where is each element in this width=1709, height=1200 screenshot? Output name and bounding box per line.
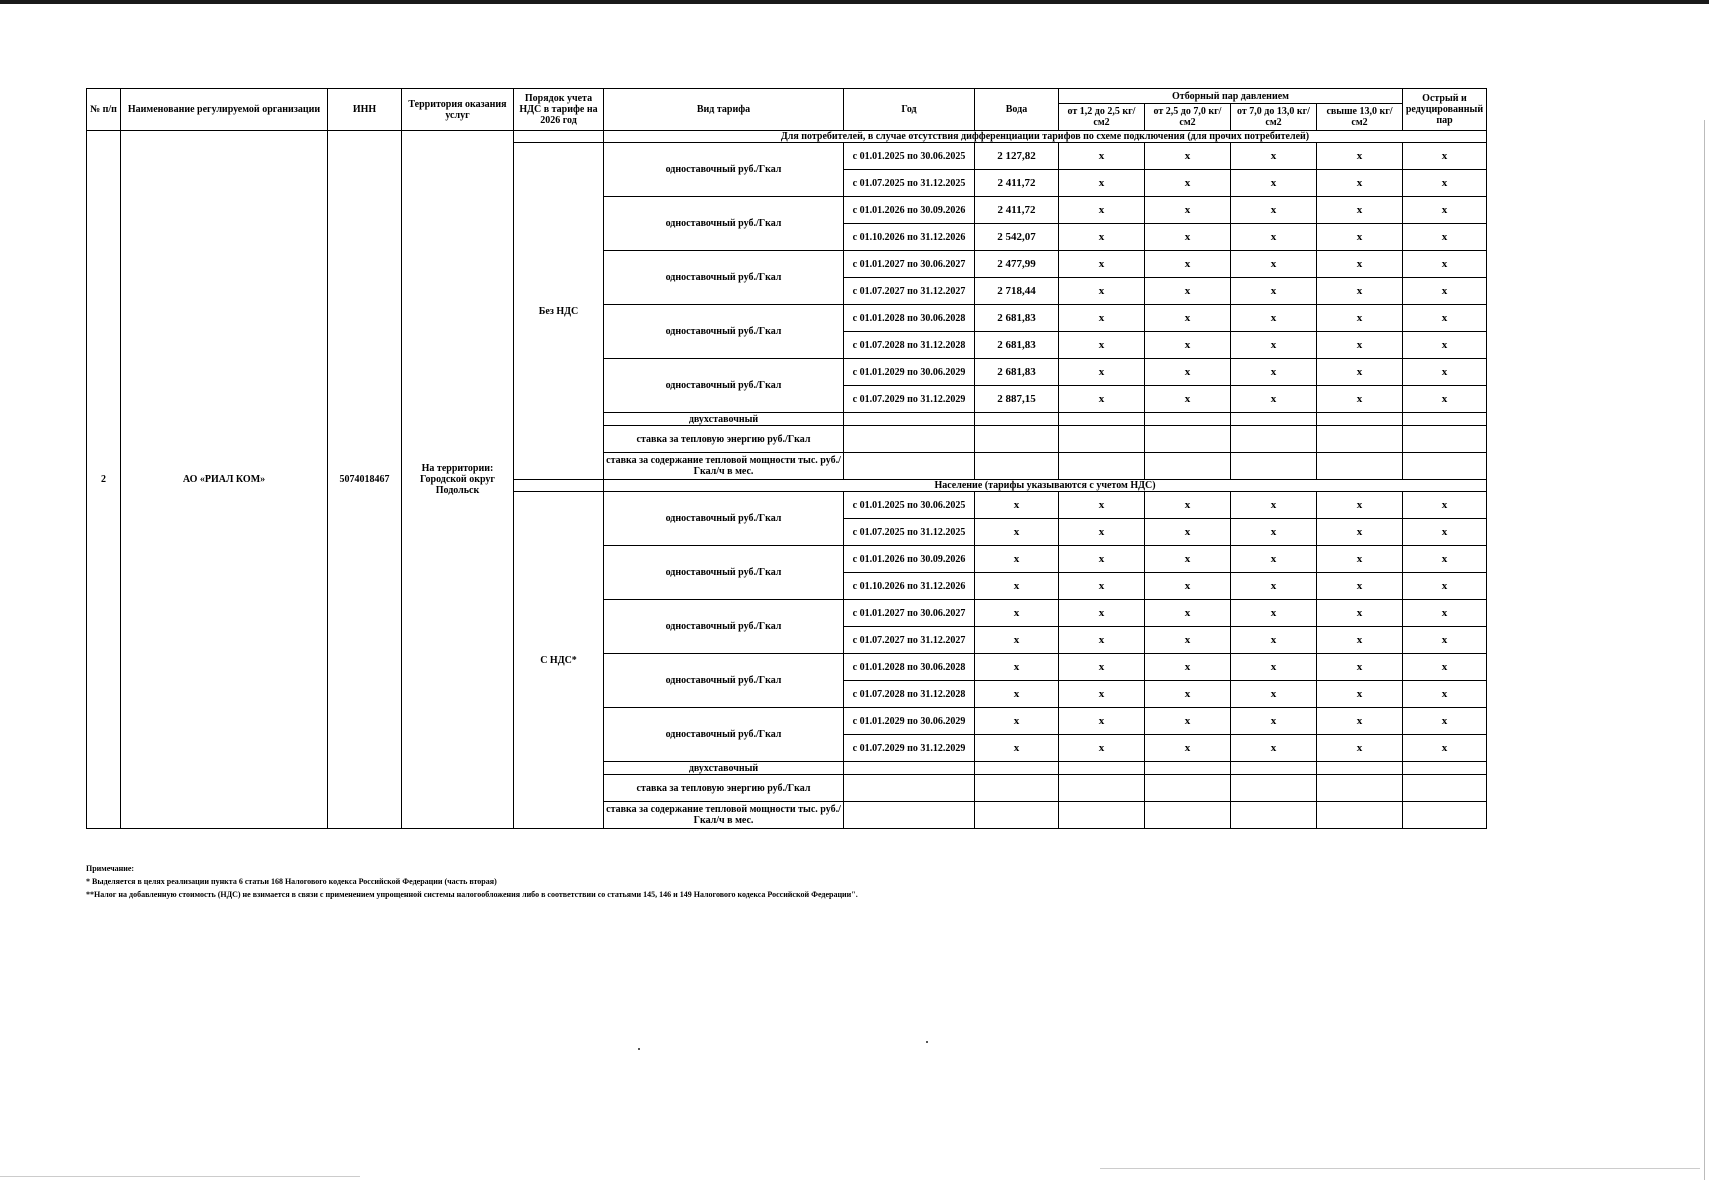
period-cell: с 01.07.2027 по 31.12.2027 [844, 278, 975, 305]
period-cell: с 01.07.2029 по 31.12.2029 [844, 735, 975, 762]
empty-cell [1317, 802, 1403, 829]
empty-cell [975, 775, 1059, 802]
period-cell: с 01.01.2025 по 30.06.2025 [844, 492, 975, 519]
tariff-table [86, 88, 1487, 829]
empty-cell [1317, 775, 1403, 802]
energy-rate-cell: ставка за тепловую энергию руб./Гкал [604, 426, 844, 453]
x-mark: x [1231, 359, 1317, 386]
col-vat-header: Порядок учета НДС в тарифе на 2026 год [514, 89, 604, 131]
period-cell: с 01.07.2028 по 31.12.2028 [844, 681, 975, 708]
water-value-cell: 2 681,83 [975, 359, 1059, 386]
org-territory-cell: На территории: Городской округ Подольск [402, 131, 514, 829]
empty-cell [1231, 802, 1317, 829]
empty-cell [1145, 413, 1231, 426]
x-mark: x [1231, 251, 1317, 278]
empty-cell [1145, 762, 1231, 775]
x-mark: x [1317, 170, 1403, 197]
x-mark: x [1403, 305, 1487, 332]
x-mark: x [1403, 546, 1487, 573]
empty-cell [1317, 762, 1403, 775]
water-value-cell: x [975, 492, 1059, 519]
empty-cell [844, 426, 975, 453]
x-mark: x [1317, 305, 1403, 332]
x-mark: x [1059, 332, 1145, 359]
x-mark: x [1317, 546, 1403, 573]
period-cell: с 01.07.2028 по 31.12.2028 [844, 332, 975, 359]
empty-cell [1403, 802, 1487, 829]
x-mark: x [1145, 170, 1231, 197]
col-water-header: Вода [975, 89, 1059, 131]
org-name-cell: АО «РИАЛ КОМ» [121, 131, 328, 829]
x-mark: x [1059, 386, 1145, 413]
x-mark: x [1145, 546, 1231, 573]
empty-cell [1231, 413, 1317, 426]
x-mark: x [1317, 654, 1403, 681]
empty-cell [1403, 762, 1487, 775]
x-mark: x [1145, 735, 1231, 762]
x-mark: x [1231, 708, 1317, 735]
x-mark: x [1145, 224, 1231, 251]
water-value-cell: x [975, 681, 1059, 708]
empty-cell [1403, 775, 1487, 802]
x-mark: x [1231, 492, 1317, 519]
x-mark: x [1059, 251, 1145, 278]
x-mark: x [1059, 492, 1145, 519]
x-mark: x [1145, 197, 1231, 224]
col-sharp-steam-header: Острый и редуцированный пар [1403, 89, 1487, 131]
x-mark: x [1231, 654, 1317, 681]
vat-order-cell: С НДС* [514, 492, 604, 829]
x-mark: x [1403, 627, 1487, 654]
x-mark: x [1145, 251, 1231, 278]
x-mark: x [1403, 492, 1487, 519]
x-mark: x [1059, 708, 1145, 735]
empty-cell [844, 775, 975, 802]
empty-cell [1145, 802, 1231, 829]
scan-artifact-line [0, 1176, 360, 1177]
empty-cell [975, 426, 1059, 453]
tariff-type-cell: одноставочный руб./Гкал [604, 359, 844, 413]
water-value-cell: 2 411,72 [975, 197, 1059, 224]
tariff-type-cell: одноставочный руб./Гкал [604, 708, 844, 762]
col-num-header: № п/п [87, 89, 121, 131]
water-value-cell: x [975, 546, 1059, 573]
empty-cell [1059, 762, 1145, 775]
period-cell: с 01.01.2029 по 30.06.2029 [844, 708, 975, 735]
x-mark: x [1317, 359, 1403, 386]
scan-right-edge [1704, 120, 1705, 1180]
scan-speck [638, 1048, 640, 1050]
x-mark: x [1403, 359, 1487, 386]
notes-title: Примечание: [86, 864, 135, 873]
water-value-cell: 2 411,72 [975, 170, 1059, 197]
x-mark: x [1317, 681, 1403, 708]
empty-cell [1317, 413, 1403, 426]
x-mark: x [1403, 654, 1487, 681]
two-part-tariff-cell: двухставочный [604, 413, 844, 426]
x-mark: x [1403, 386, 1487, 413]
x-mark: x [1231, 278, 1317, 305]
water-value-cell: x [975, 600, 1059, 627]
x-mark: x [1059, 224, 1145, 251]
table-body [87, 131, 1487, 829]
x-mark: x [1403, 143, 1487, 170]
section-vat-blank [514, 131, 604, 143]
x-mark: x [1231, 332, 1317, 359]
x-mark: x [1145, 681, 1231, 708]
col-steam-4-header: свыше 13,0 кг/см2 [1317, 104, 1403, 131]
x-mark: x [1231, 681, 1317, 708]
empty-cell [1403, 413, 1487, 426]
tariff-type-cell: одноставочный руб./Гкал [604, 143, 844, 197]
x-mark: x [1145, 305, 1231, 332]
x-mark: x [1145, 492, 1231, 519]
tariff-type-cell: одноставочный руб./Гкал [604, 600, 844, 654]
x-mark: x [1145, 332, 1231, 359]
x-mark: x [1145, 519, 1231, 546]
x-mark: x [1059, 305, 1145, 332]
empty-cell [975, 453, 1059, 480]
note-2: **Налог на добавленную стоимость (НДС) не взимается в связи с применением упрощенной системы налогообложения либо в соответствии со статьями 145, 146 и 149 Налогового кодекса Российской Федерации". [86, 890, 858, 899]
empty-cell [1059, 453, 1145, 480]
x-mark: x [1317, 197, 1403, 224]
empty-cell [1145, 775, 1231, 802]
x-mark: x [1317, 627, 1403, 654]
empty-cell [1231, 426, 1317, 453]
empty-cell [844, 802, 975, 829]
x-mark: x [1145, 708, 1231, 735]
empty-cell [1317, 426, 1403, 453]
period-cell: с 01.01.2025 по 30.06.2025 [844, 143, 975, 170]
x-mark: x [1059, 546, 1145, 573]
x-mark: x [1145, 278, 1231, 305]
water-value-cell: 2 542,07 [975, 224, 1059, 251]
x-mark: x [1231, 735, 1317, 762]
period-cell: с 01.10.2026 по 31.12.2026 [844, 573, 975, 600]
x-mark: x [1317, 492, 1403, 519]
water-value-cell: x [975, 654, 1059, 681]
period-cell: с 01.01.2028 по 30.06.2028 [844, 654, 975, 681]
x-mark: x [1059, 197, 1145, 224]
x-mark: x [1317, 573, 1403, 600]
x-mark: x [1145, 386, 1231, 413]
x-mark: x [1231, 627, 1317, 654]
x-mark: x [1403, 519, 1487, 546]
empty-cell [844, 762, 975, 775]
x-mark: x [1317, 251, 1403, 278]
x-mark: x [1317, 600, 1403, 627]
period-cell: с 01.01.2028 по 30.06.2028 [844, 305, 975, 332]
period-cell: с 01.01.2026 по 30.09.2026 [844, 197, 975, 224]
water-value-cell: 2 887,15 [975, 386, 1059, 413]
x-mark: x [1059, 519, 1145, 546]
x-mark: x [1231, 197, 1317, 224]
x-mark: x [1059, 600, 1145, 627]
x-mark: x [1403, 224, 1487, 251]
x-mark: x [1317, 332, 1403, 359]
x-mark: x [1145, 600, 1231, 627]
period-cell: с 01.01.2029 по 30.06.2029 [844, 359, 975, 386]
x-mark: x [1145, 143, 1231, 170]
x-mark: x [1145, 654, 1231, 681]
x-mark: x [1317, 519, 1403, 546]
org-inn-cell: 5074018467 [328, 131, 402, 829]
tariff-type-cell: одноставочный руб./Гкал [604, 305, 844, 359]
table-header [87, 89, 1487, 131]
water-value-cell: x [975, 519, 1059, 546]
tariff-type-cell: одноставочный руб./Гкал [604, 251, 844, 305]
water-value-cell: x [975, 735, 1059, 762]
org-num-cell: 2 [87, 131, 121, 829]
empty-cell [1059, 413, 1145, 426]
x-mark: x [1403, 332, 1487, 359]
x-mark: x [1059, 170, 1145, 197]
water-value-cell: 2 718,44 [975, 278, 1059, 305]
col-tariff-type-header: Вид тарифа [604, 89, 844, 131]
x-mark: x [1317, 708, 1403, 735]
empty-cell [1145, 426, 1231, 453]
col-inn-header: ИНН [328, 89, 402, 131]
footnotes [86, 862, 858, 901]
scan-top-border [0, 0, 1709, 4]
empty-cell [844, 413, 975, 426]
x-mark: x [1317, 143, 1403, 170]
col-steam-1-header: от 1,2 до 2,5 кг/см2 [1059, 104, 1145, 131]
period-cell: с 01.10.2026 по 31.12.2026 [844, 224, 975, 251]
x-mark: x [1059, 654, 1145, 681]
x-mark: x [1059, 143, 1145, 170]
period-cell: с 01.01.2027 по 30.06.2027 [844, 251, 975, 278]
col-steam-group-header: Отборный пар давлением [1059, 89, 1403, 104]
x-mark: x [1403, 708, 1487, 735]
water-value-cell: x [975, 573, 1059, 600]
x-mark: x [1145, 627, 1231, 654]
x-mark: x [1403, 170, 1487, 197]
table-row [87, 131, 1487, 143]
note-1: * Выделяется в целях реализации пункта 6 статьи 168 Налогового кодекса Российской Федерации (часть вторая) [86, 877, 497, 886]
water-value-cell: x [975, 627, 1059, 654]
x-mark: x [1231, 224, 1317, 251]
two-part-tariff-cell: двухставочный [604, 762, 844, 775]
col-territory-header: Территория оказания услуг [402, 89, 514, 131]
empty-cell [1403, 453, 1487, 480]
capacity-rate-cell: ставка за содержание тепловой мощности тыс. руб./Гкал/ч в мес. [604, 453, 844, 480]
scan-speck [926, 1041, 928, 1043]
tariff-type-cell: одноставочный руб./Гкал [604, 492, 844, 546]
x-mark: x [1059, 278, 1145, 305]
x-mark: x [1403, 573, 1487, 600]
x-mark: x [1317, 386, 1403, 413]
period-cell: с 01.07.2025 по 31.12.2025 [844, 170, 975, 197]
section-title: Население (тарифы указываются с учетом НДС) [604, 480, 1487, 492]
col-year-header: Год [844, 89, 975, 131]
x-mark: x [1231, 305, 1317, 332]
empty-cell [1231, 453, 1317, 480]
period-cell: с 01.07.2025 по 31.12.2025 [844, 519, 975, 546]
empty-cell [1403, 426, 1487, 453]
x-mark: x [1317, 278, 1403, 305]
scan-artifact-line [1100, 1168, 1700, 1169]
empty-cell [1059, 802, 1145, 829]
empty-cell [1059, 775, 1145, 802]
x-mark: x [1059, 627, 1145, 654]
capacity-rate-cell: ставка за содержание тепловой мощности тыс. руб./Гкал/ч в мес. [604, 802, 844, 829]
tariff-type-cell: одноставочный руб./Гкал [604, 546, 844, 600]
x-mark: x [1231, 546, 1317, 573]
water-value-cell: 2 681,83 [975, 305, 1059, 332]
x-mark: x [1059, 573, 1145, 600]
tariff-type-cell: одноставочный руб./Гкал [604, 654, 844, 708]
x-mark: x [1059, 735, 1145, 762]
x-mark: x [1059, 681, 1145, 708]
empty-cell [975, 802, 1059, 829]
water-value-cell: x [975, 708, 1059, 735]
water-value-cell: 2 127,82 [975, 143, 1059, 170]
x-mark: x [1231, 170, 1317, 197]
x-mark: x [1059, 359, 1145, 386]
period-cell: с 01.07.2029 по 31.12.2029 [844, 386, 975, 413]
x-mark: x [1145, 573, 1231, 600]
energy-rate-cell: ставка за тепловую энергию руб./Гкал [604, 775, 844, 802]
vat-order-cell: Без НДС [514, 143, 604, 480]
tariff-type-cell: одноставочный руб./Гкал [604, 197, 844, 251]
x-mark: x [1231, 600, 1317, 627]
col-org-header: Наименование регулируемой организации [121, 89, 328, 131]
section-title: Для потребителей, в случае отсутствия дифференциации тарифов по схеме подключения (для прочих потребителей) [604, 131, 1487, 143]
col-steam-2-header: от 2,5 до 7,0 кг/см2 [1145, 104, 1231, 131]
x-mark: x [1231, 143, 1317, 170]
period-cell: с 01.01.2027 по 30.06.2027 [844, 600, 975, 627]
empty-cell [1231, 775, 1317, 802]
x-mark: x [1317, 224, 1403, 251]
x-mark: x [1145, 359, 1231, 386]
x-mark: x [1317, 735, 1403, 762]
empty-cell [1317, 453, 1403, 480]
x-mark: x [1231, 519, 1317, 546]
x-mark: x [1403, 600, 1487, 627]
empty-cell [844, 453, 975, 480]
empty-cell [1145, 453, 1231, 480]
x-mark: x [1403, 681, 1487, 708]
empty-cell [1231, 762, 1317, 775]
water-value-cell: 2 681,83 [975, 332, 1059, 359]
x-mark: x [1403, 251, 1487, 278]
period-cell: с 01.01.2026 по 30.09.2026 [844, 546, 975, 573]
col-steam-3-header: от 7,0 до 13,0 кг/см2 [1231, 104, 1317, 131]
empty-cell [975, 762, 1059, 775]
x-mark: x [1403, 735, 1487, 762]
empty-cell [975, 413, 1059, 426]
empty-cell [1059, 426, 1145, 453]
water-value-cell: 2 477,99 [975, 251, 1059, 278]
x-mark: x [1231, 386, 1317, 413]
x-mark: x [1403, 197, 1487, 224]
period-cell: с 01.07.2027 по 31.12.2027 [844, 627, 975, 654]
tariff-document [86, 88, 1486, 829]
x-mark: x [1403, 278, 1487, 305]
x-mark: x [1231, 573, 1317, 600]
section-vat-blank [514, 480, 604, 492]
